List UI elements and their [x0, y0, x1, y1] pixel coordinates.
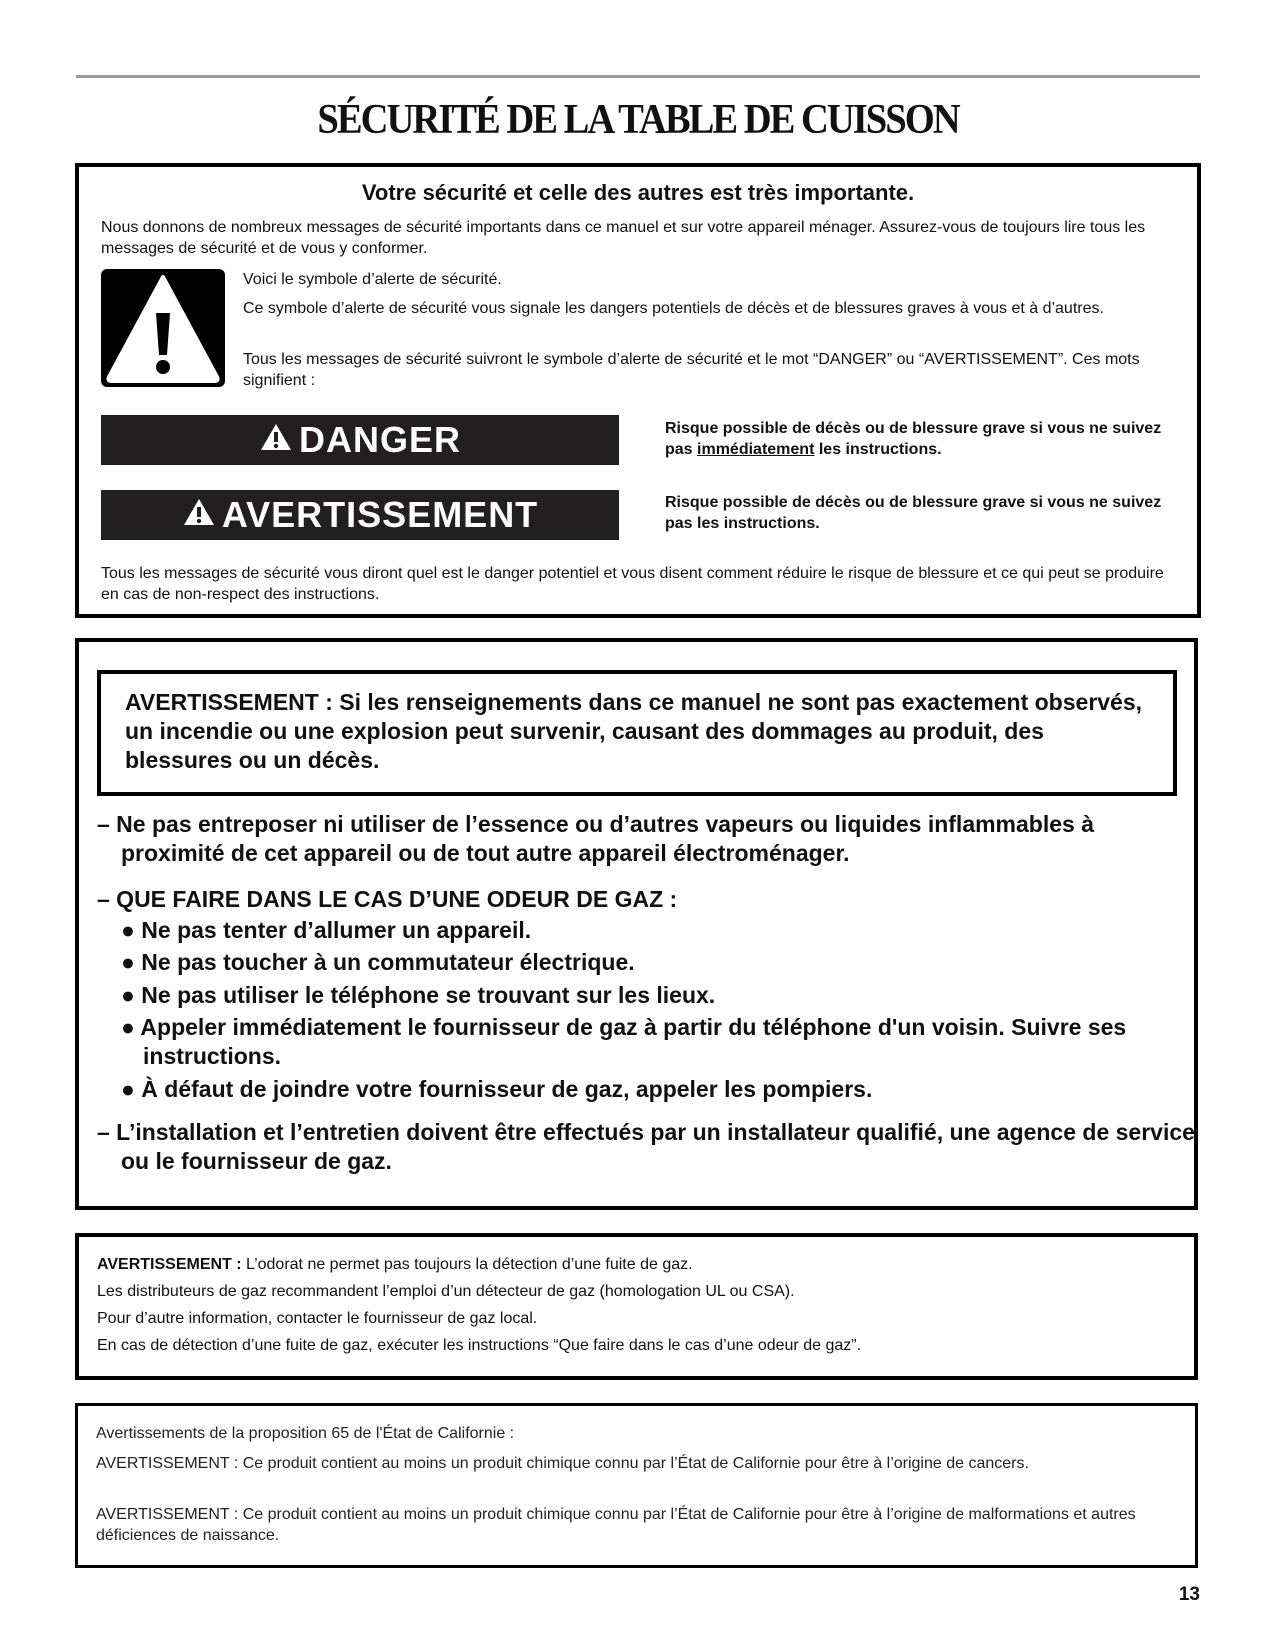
fire-explosion-warning — [97, 670, 1177, 796]
gas-detector-box — [75, 1233, 1198, 1380]
symbol-description-1: Voici le symbole d’alerte de sécurité. — [243, 271, 502, 288]
gas-warning-box — [75, 638, 1198, 1210]
danger-desc-text-end: les instructions. — [818, 441, 942, 458]
warning-description: Risque possible de décès ou de blessure grave si vous ne suivez pas les instructions. — [665, 494, 1162, 532]
danger-signal-bar — [101, 415, 619, 465]
gas-bullet-4: ● Appeler immédiatement le fournisseur de gaz à partir du téléphone d'un voisin. Suivre ses instructions. — [121, 1014, 1127, 1069]
detector-line-1 — [97, 1255, 693, 1275]
page-title: SÉCURITÉ DE LA TABLE DE CUISSON — [317, 97, 959, 143]
prop65-box — [75, 1403, 1198, 1568]
gas-item-installation: – L’installation et l’entretien doivent être effectués par un installateur qualifié, une agence de service ou le fournisseur de gaz. — [97, 1119, 1195, 1174]
warning-triangle-icon — [182, 494, 216, 536]
warning-triangle-icon — [259, 419, 293, 461]
gas-bullet-2: ● Ne pas toucher à un commutateur électrique. — [121, 949, 635, 975]
safety-heading: Votre sécurité et celle des autres est très importante. — [361, 180, 915, 205]
danger-desc-text: Risque possible de décès ou de blessure grave si vous ne suivez pas — [665, 420, 1162, 458]
warning-signal-bar — [101, 490, 619, 540]
detector-line-3: Pour d’autre information, contacter le fournisseur de gaz local. — [97, 1310, 538, 1327]
safety-outro: Tous les messages de sécurité vous diront quel est le danger potentiel et vous disent comment réduire le risque de blessure et ce qui peut se produire en cas de non-respect des instructions. — [101, 565, 1164, 603]
detector-line-2: Les distributeurs de gaz recommandent l’emploi d’un détecteur de gaz (homologation UL ou CSA). — [97, 1283, 795, 1300]
gas-item-gasoline: – Ne pas entreposer ni utiliser de l’essence ou d’autres vapeurs ou liquides inflammables à proximité de cet appareil ou de tout autre appareil électroménager. — [97, 811, 1095, 866]
detector-warning-label: AVERTISSEMENT : — [97, 1256, 242, 1273]
gas-item-odor-heading: – QUE FAIRE DANS LE CAS D’UNE ODEUR DE GAZ : — [97, 886, 678, 912]
prop65-cancer-warning: AVERTISSEMENT : Ce produit contient au moins un produit chimique connu par l’État de Californie pour être à l’origine de cancers. — [96, 1455, 1029, 1472]
gas-bullet-3: ● Ne pas utiliser le téléphone se trouvant sur les lieux. — [121, 982, 716, 1008]
gas-bullet-5: ● À défaut de joindre votre fournisseur de gaz, appeler les pompiers. — [121, 1076, 873, 1102]
danger-description — [665, 418, 1185, 460]
top-rule — [76, 75, 1200, 78]
symbol-description-2: Ce symbole d’alerte de sécurité vous signale les dangers potentiels de décès et de blessures graves à vous et à d’autres. — [243, 300, 1104, 317]
gas-bullet-1: ● Ne pas tenter d’allumer un appareil. — [121, 917, 532, 943]
safety-info-box — [75, 163, 1201, 618]
symbol-description-3: Tous les messages de sécurité suivront le symbole d’alerte de sécurité et le mot “DANGER” ou “AVERTISSEMENT”. Ces mots signifient : — [243, 351, 1140, 389]
safety-alert-icon — [101, 269, 225, 387]
detector-line-4: En cas de détection d’une fuite de gaz, exécuter les instructions “Que faire dans le cas d’une odeur de gaz”. — [97, 1337, 862, 1354]
prop65-heading: Avertissements de la proposition 65 de l'État de Californie : — [96, 1425, 515, 1442]
prop65-birth-defect-warning: AVERTISSEMENT : Ce produit contient au moins un produit chimique connu par l’État de Californie pour être à l’origine de malformations et autres déficiences de naissance. — [96, 1506, 1136, 1544]
danger-desc-emphasis: immédiatement — [697, 441, 815, 458]
detector-line-1-text: L’odorat ne permet pas toujours la détection d’une fuite de gaz. — [241, 1256, 693, 1273]
danger-label: DANGER — [298, 419, 461, 460]
safety-intro: Nous donnons de nombreux messages de sécurité importants dans ce manuel et sur votre appareil ménager. Assurez-vous de toujours lire tous les messages de sécurité et de vous y conformer. — [101, 219, 1146, 257]
warning-label: AVERTISSEMENT — [221, 494, 539, 535]
page-number: 13 — [1178, 1584, 1200, 1605]
fire-explosion-warning-text: AVERTISSEMENT : Si les renseignements dans ce manuel ne sont pas exactement observés, un incendie ou une explosion peut survenir, causant des dommages au produit, des blessures ou un décès. — [125, 689, 1143, 773]
